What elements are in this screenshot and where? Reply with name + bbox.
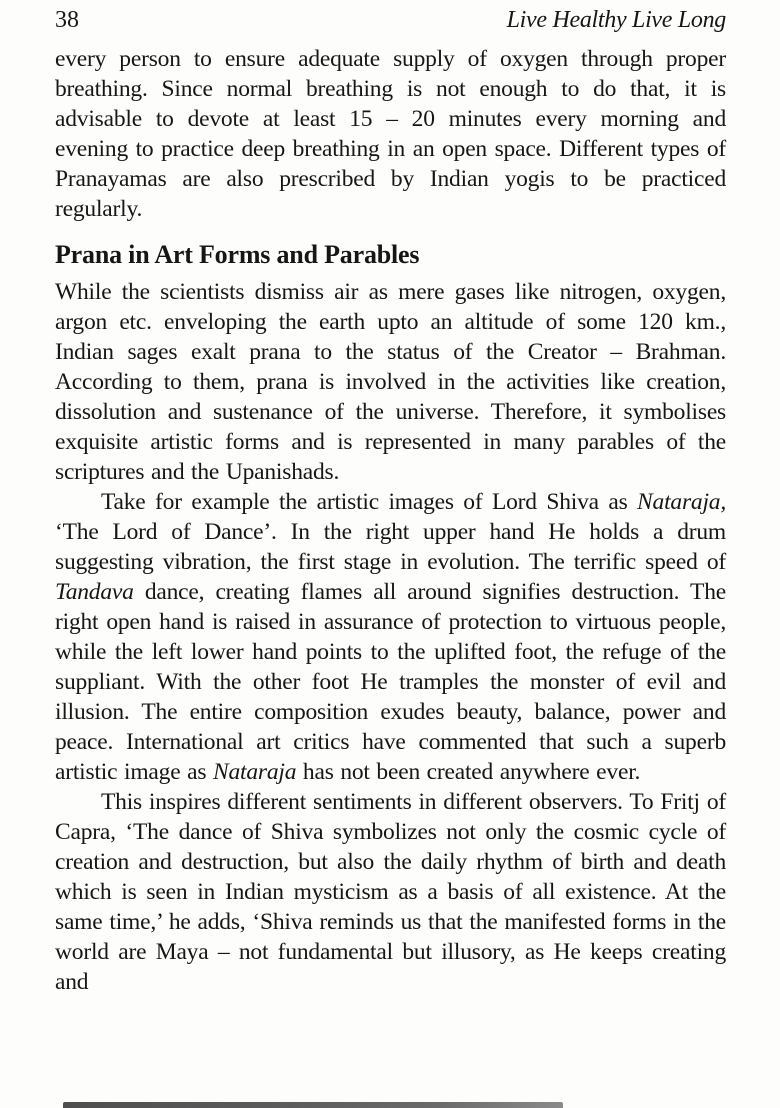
section-heading: Prana in Art Forms and Parables — [55, 240, 420, 269]
page-number: 38 — [55, 7, 79, 33]
italic-term-nataraja-2: Nataraja — [212, 759, 297, 785]
italic-term-nataraja: Nataraja, — [637, 489, 726, 515]
running-title: Live Healthy Live Long — [506, 7, 726, 33]
paragraph-nataraja-text-3: dance, creating flames all around signifies destruction. The right open hand is raised in assurance of protection to virtuous people, while the left lower hand points to the uplifted foot, the refuge of the suppliant. With the other foot He tramples the monster of evil and illusion. The entire composition exudes beauty, balance, power and peace. International art critics have commented that such a superb artistic image as — [55, 579, 726, 785]
page-header — [0, 0, 780, 35]
paragraph-shiva-dance: This inspires different sentiments in different observers. To Fritj of Capra, ‘The dance of Shiva symbolizes not only the cosmic cycle of creation and destruction, but also the daily rhythm of birth and death which is seen in Indian mysticism as a basis of all existence. At the same time,’ he adds, ‘Shiva reminds us that the manifested forms in the world are Maya – not fundamental but illusory, as He keeps creating and — [55, 789, 726, 995]
italic-term-tandava: Tandava — [55, 579, 134, 605]
scan-artifact-bar — [63, 1102, 563, 1108]
paragraph-prana-brahman: While the scientists dismiss air as mere gases like nitrogen, oxygen, argon etc. enveloping the earth upto an altitude of some 120 km., Indian sages exalt prana to the status of the Creator – Brahman. According to them, prana is involved in the activities like creation, dissolution and sustenance of the universe. Therefore, it symbolises exquisite artistic forms and is represented in many parables of the scriptures and the Upanishads. — [55, 279, 726, 485]
paragraph-nataraja-text-1: Take for example the artistic images of Lord Shiva as — [101, 489, 638, 515]
paragraph-nataraja-text-2: ‘The Lord of Dance’. In the right upper hand He holds a drum suggesting vibration, the first stage in evolution. The terrific speed of — [55, 519, 726, 575]
paragraph-nataraja — [55, 487, 726, 787]
paragraph-nataraja-text-4: has not been created anywhere ever. — [296, 759, 641, 785]
page-body — [0, 35, 780, 997]
paragraph-oxygen-breathing: every person to ensure adequate supply of oxygen through proper breathing. Since normal breathing is not enough to do that, it is advisable to devote at least 15 – 20 minutes every morning and evening to practice deep breathing in an open space. Different types of Pranayamas are also prescribed by Indian yogis to be practiced regularly. — [55, 46, 726, 222]
